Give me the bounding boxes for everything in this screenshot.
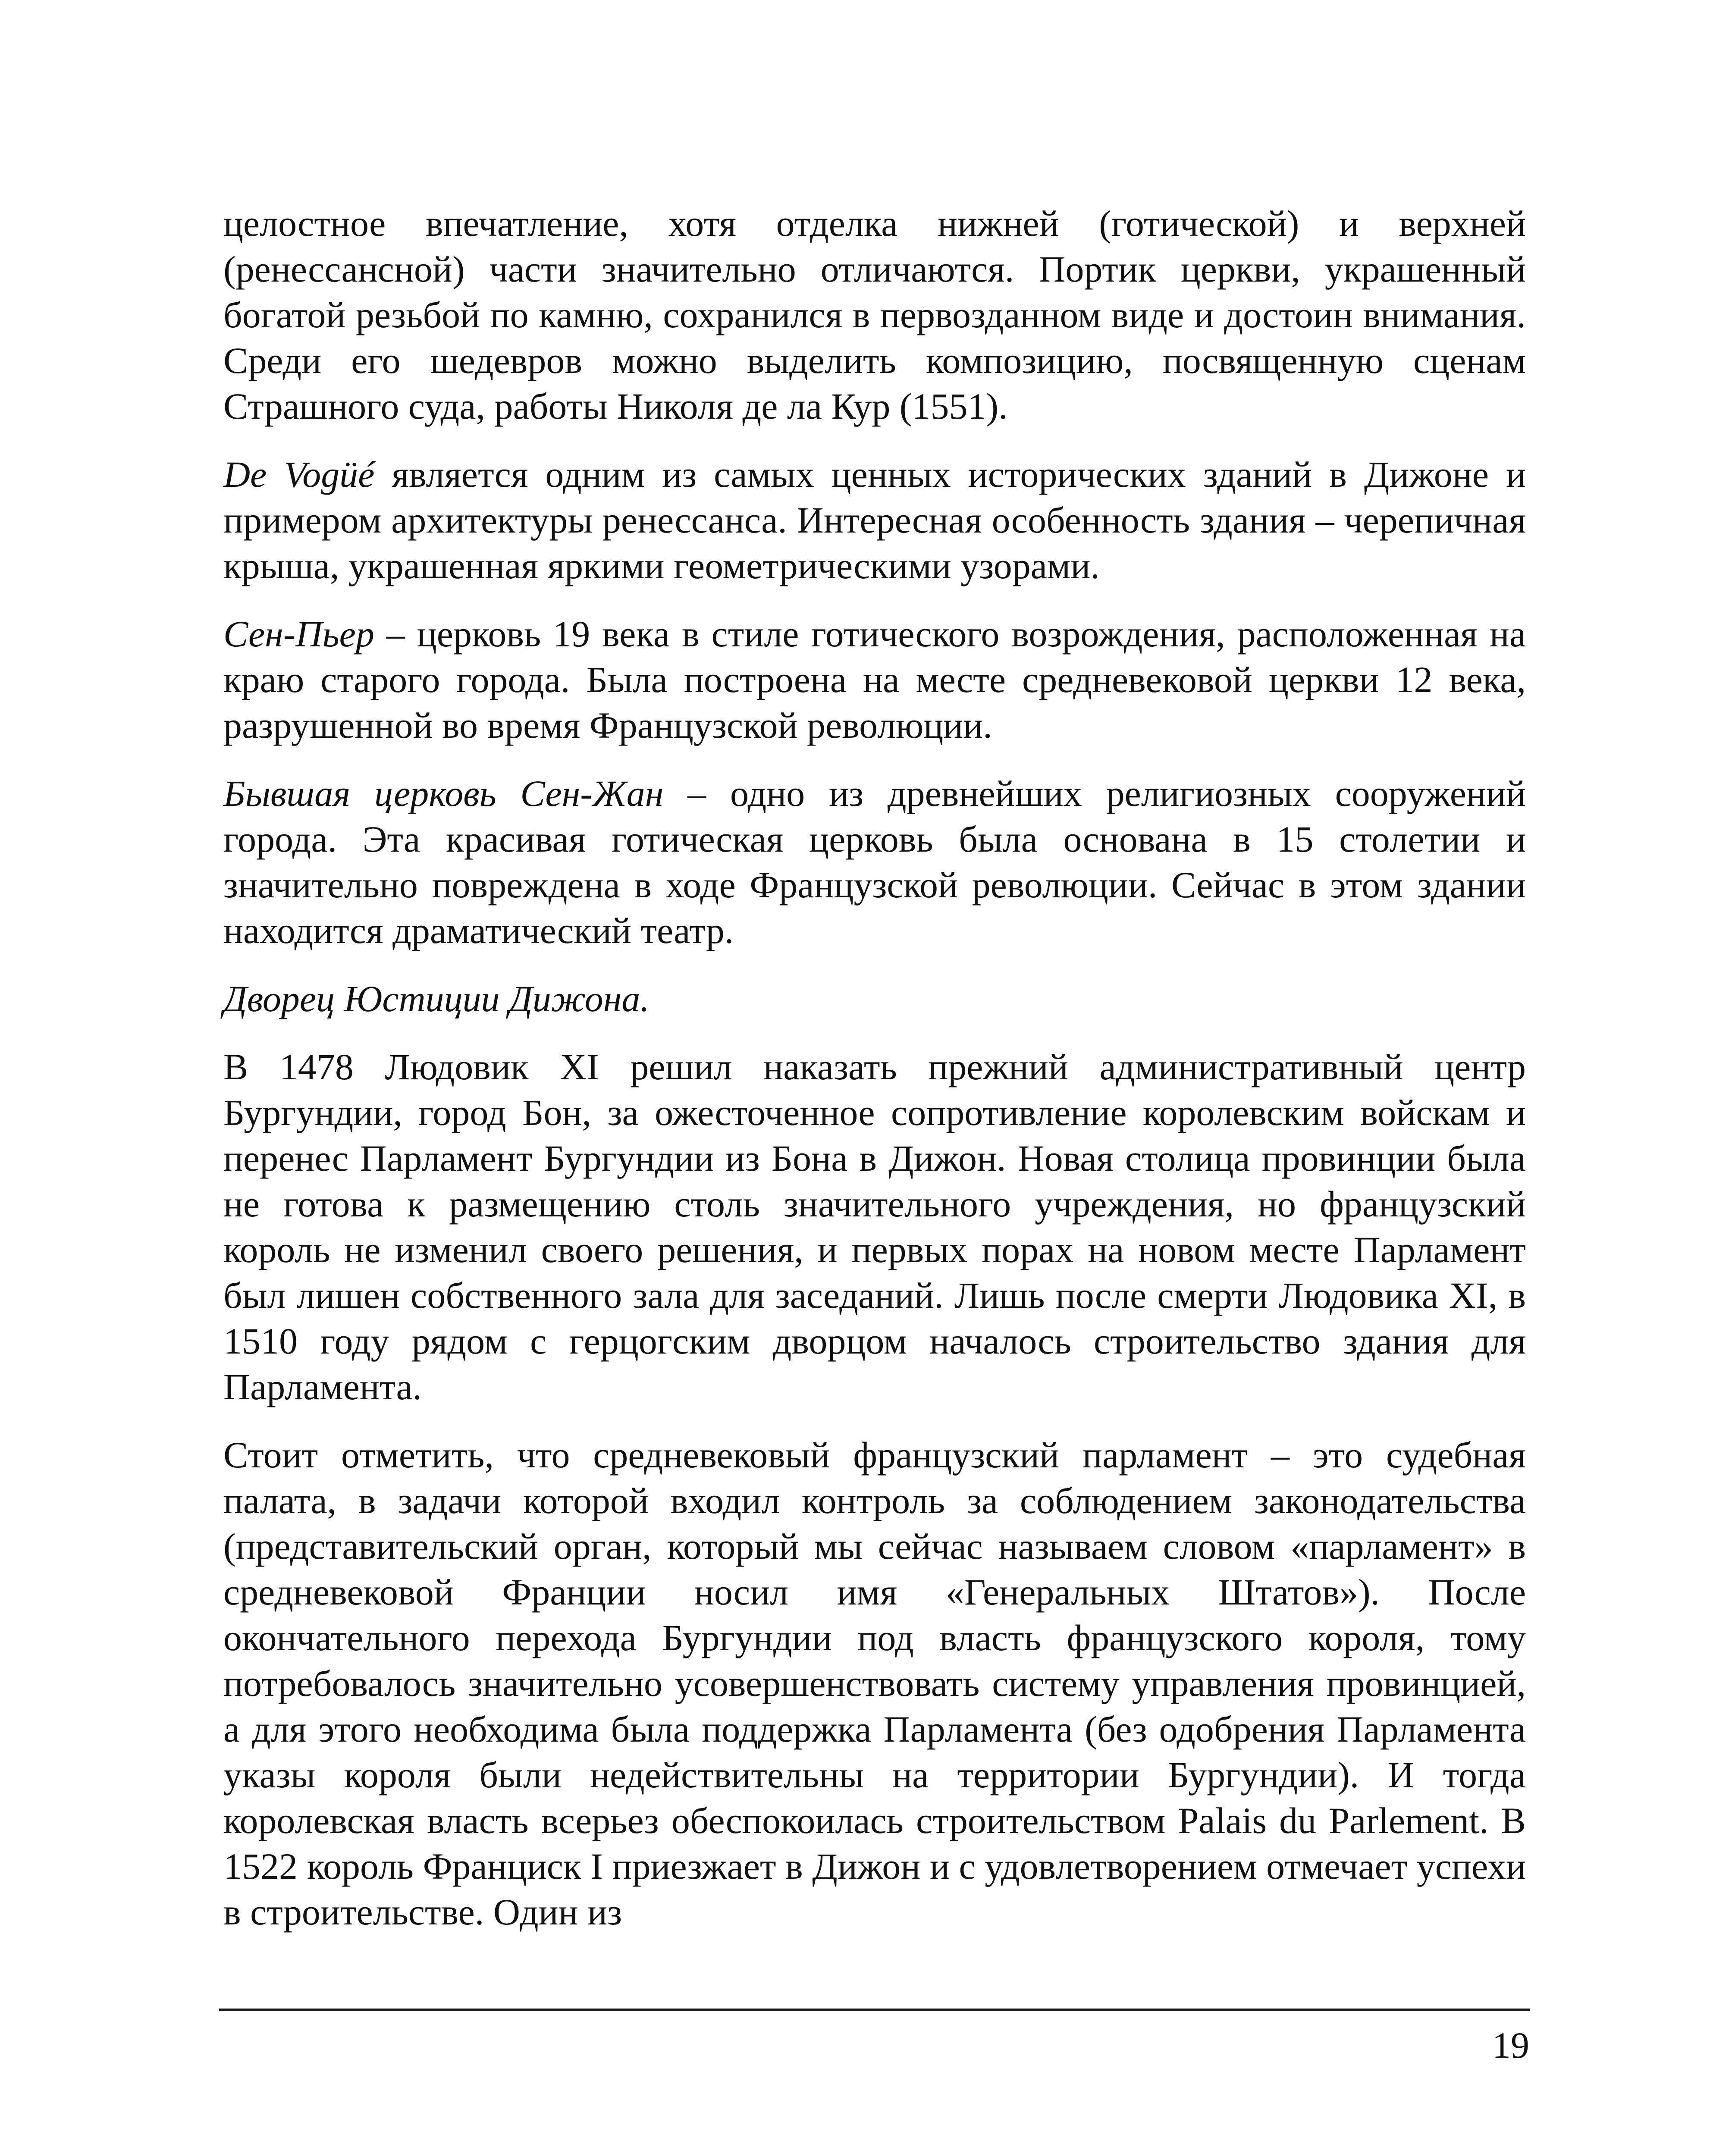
paragraph-text: является одним из самых ценных исторических зданий в Дижоне и примером архитектуры ренессанса. Интересная особенность здания – черепичная крыша, украшенная яркими геометрическими узорами. [223,454,1526,586]
page-number: 19 [1492,2024,1529,2066]
paragraph-saint-jean [223,771,1526,953]
paragraph-text: В 1478 Людовик XI решил наказать прежний административный центр Бургундии, город Бон, за ожесточенное сопротивление королевским войскам и перенес Парламент Бургундии из Бона в Дижон. Новая столица провинции была не готова к размещению столь значительного учреждения, но французский король не изменил своего решения, и первых порах на новом месте Парламент был лишен собственного зала для заседаний. Лишь после смерти Людовика XI, в 1510 году рядом с герцогским дворцом началось строительство здания для Парламента. [223,1046,1526,1407]
paragraph-lead-term: Бывшая церковь Сен-Жан [223,773,664,814]
page-body [223,201,1526,1957]
section-heading: Дворец Юстиции Дижона. [223,978,650,1019]
paragraph-text: – церковь 19 века в стиле готического возрождения, расположенная на краю старого города. Была построена на месте средневековой церкви 12 века, разрушенной во время Французской революции. [223,613,1526,746]
paragraph-lead-term: Сен-Пьер [223,613,374,655]
paragraph-lead-term: De Vogüé [223,454,375,495]
paragraph-text: Стоит отметить, что средневековый французский парламент – это судебная палата, в задачи которой входил контроль за соблюдением законодательства (представительский орган, который мы сейчас называем словом «парламент» в средневековой Франции носил имя «Генеральных Штатов»). После окончательного перехода Бургундии под власть французского короля, тому потребовалось значительно усовершенствовать систему управления провинцией, а для этого необходима была поддержка Парламента (без одобрения Парламента указы короля были недействительны на территории Бургундии). И тогда королевская власть всерьез обеспокоилась строительством Palais du Parlement. В 1522 король Франциск I приезжает в Дижон и с удовлетворением отмечает успехи в строительстве. Один из [223,1434,1526,1933]
paragraph-text: целостное впечатление, хотя отделка нижней (готической) и верхней (ренессансной) части значительно отличаются. Портик церкви, украшенный богатой резьбой по камню, сохранился в первозданном виде и достоин внимания. Среди его шедевров можно выделить композицию, посвященную сценам Страшного суда, работы Николя де ла Кур (1551). [223,203,1526,427]
footer-divider [219,2009,1530,2011]
paragraph-de-vogue [223,451,1526,589]
paragraph-church-portal [223,201,1526,429]
paragraph-text: – одно из древнейших религиозных сооружений города. Эта красивая готическая церковь была основана в 15 столетии и значительно повреждена в ходе Французской революции. Сейчас в этом здании находится драматический театр. [223,773,1526,951]
paragraph-saint-pierre [223,611,1526,748]
paragraph-parliament-role [223,1432,1526,1935]
paragraph-parliament-history [223,1044,1526,1410]
